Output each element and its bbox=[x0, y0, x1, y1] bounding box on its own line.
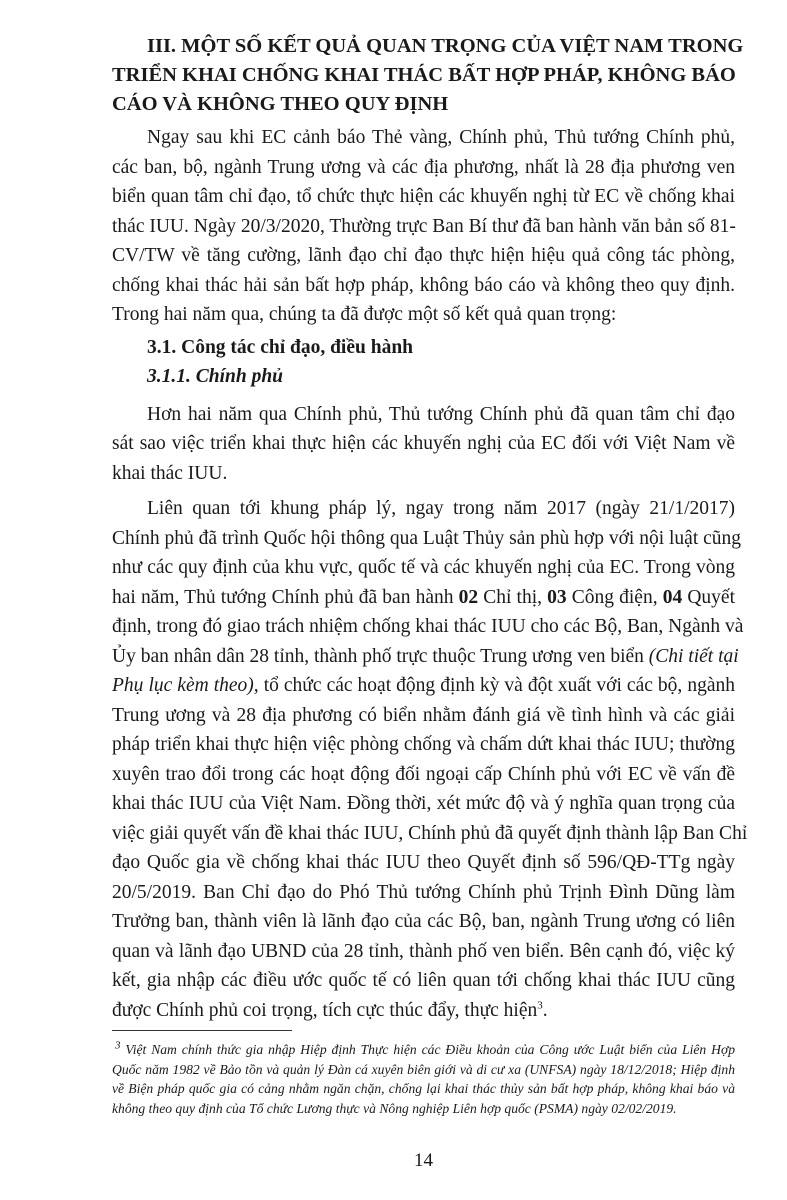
text-line bbox=[112, 61, 735, 90]
text-segment: 02 bbox=[458, 586, 479, 608]
text-line bbox=[112, 300, 735, 330]
text-segment: thác IUU. Ngày 20/3/2020, Thường trực Ban Bí thư đã ban hành văn bản số 81- bbox=[112, 215, 736, 237]
text-segment: như các quy định của khu vực, quốc tế và các khuyến nghị của EC. Trong vòng bbox=[112, 557, 735, 578]
paragraph-government bbox=[112, 400, 735, 489]
text-line bbox=[112, 671, 735, 701]
text-segment: kết, gia nhập các điều ước quốc tế có liên quan tới chống khai thác IUU cũng bbox=[112, 970, 735, 991]
text-segment: CV/TW về tăng cường, lãnh đạo chỉ đạo thực hiện hiệu quả công tác phòng, bbox=[112, 245, 735, 266]
text-line bbox=[112, 907, 735, 937]
text-line bbox=[112, 182, 735, 212]
text-segment: Công điện, bbox=[566, 586, 663, 608]
footnote-separator bbox=[112, 1030, 292, 1031]
text-segment: định, trong đó giao trách nhiệm chống khai thác IUU cho các Bộ, Ban, Ngành và bbox=[112, 616, 744, 637]
text-segment: Trong hai năm qua, chúng ta đã được một số kết quả quan trọng: bbox=[112, 304, 617, 325]
text-segment: Chỉ thị, bbox=[478, 586, 548, 608]
text-line bbox=[112, 1099, 735, 1119]
text-line bbox=[112, 848, 735, 878]
text-segment: biển quan tâm chỉ đạo, tổ chức thực hiện các khuyến nghị từ EC về chống khai bbox=[112, 186, 735, 207]
text-line bbox=[112, 789, 735, 819]
text-line bbox=[112, 996, 735, 1026]
footnote-marker: 3 bbox=[115, 1039, 121, 1052]
text-segment: TRIỂN KHAI CHỐNG KHAI THÁC BẤT HỢP PHÁP, KHÔNG BÁO bbox=[112, 64, 736, 86]
text-segment: 20/5/2019. Ban Chỉ đạo do Phó Thủ tướng Chính phủ Trịnh Đình Dũng làm bbox=[112, 881, 735, 903]
text-segment: không theo quy định của Tổ chức Lương thực và Nông nghiệp Liên hợp quốc (PSMA) ngày 02/02/2019. bbox=[112, 1100, 677, 1116]
text-segment: quan và lãnh đạo UBND của 28 tỉnh, thành phố ven biển. Bên cạnh đó, việc ký bbox=[112, 940, 735, 962]
text-line bbox=[112, 612, 744, 642]
subsection-headings bbox=[112, 333, 735, 392]
text-line bbox=[112, 123, 735, 153]
text-line bbox=[112, 400, 735, 430]
text-segment: Trưởng ban, thành viên là lãnh đạo của các Bộ, ban, ngành Trung ương có liên bbox=[112, 911, 735, 932]
text-line bbox=[112, 494, 735, 524]
text-segment: Hơn hai năm qua Chính phủ, Thủ tướng Chính phủ đã quan tâm chỉ đạo bbox=[147, 403, 735, 425]
footnote-marker: 3 bbox=[537, 999, 543, 1011]
text-line bbox=[112, 1040, 735, 1060]
text-segment: khai thác IUU. bbox=[112, 462, 228, 484]
text-segment: CÁO VÀ KHÔNG THEO QUY ĐỊNH bbox=[112, 93, 449, 115]
text-line bbox=[112, 819, 748, 849]
text-segment: III. MỘT SỐ KẾT QUẢ QUAN TRỌNG CỦA VIỆT NAM TRONG bbox=[147, 35, 744, 57]
text-segment: chống khai thác hải sản bất hợp pháp, không báo cáo và không theo quy định. bbox=[112, 274, 735, 296]
text-segment: xuyên trao đổi trong các hoạt động đối ngoại cấp Chính phủ với EC về vấn đề bbox=[112, 763, 735, 785]
text-segment: tổ chức các hoạt động định kỳ và đột xuất với các bộ, ngành bbox=[258, 675, 735, 696]
text-line bbox=[112, 271, 735, 301]
body-flow bbox=[112, 32, 748, 1025]
paragraph-intro bbox=[112, 123, 735, 330]
text-segment: (Chi tiết tại bbox=[648, 645, 739, 667]
document-page bbox=[112, 0, 748, 1200]
text-line bbox=[112, 1079, 735, 1099]
text-line bbox=[112, 524, 742, 554]
text-segment: sát sao việc triển khai thực hiện các khuyến nghị của EC đối với Việt Nam về bbox=[112, 433, 735, 454]
text-line bbox=[112, 583, 735, 613]
text-segment: 03 bbox=[547, 586, 567, 608]
text-segment: việc giải quyết vấn đề khai thác IUU, Chính phủ đã quyết định thành lập Ban Chỉ bbox=[112, 822, 748, 844]
text-line bbox=[112, 730, 735, 760]
text-line bbox=[112, 937, 735, 967]
text-segment: Quốc năm 1982 về Bảo tồn và quản lý Đàn cá xuyên biên giới và di cư xa (UNFSA) ngày 18/12/2018; Hiệp định bbox=[112, 1061, 735, 1077]
text-segment: pháp triển khai thực hiện việc phòng chống và chấm dứt khai thác IUU; thường bbox=[112, 734, 735, 755]
text-segment: Chính phủ đã trình Quốc hội thông qua Luật Thủy sản phù hợp với nội luật cũng bbox=[112, 527, 742, 549]
text-segment: về Biện pháp quốc gia có cảng nhằm ngăn chặn, chống lại khai thác thủy sản bất hợp pháp, không khai báo và bbox=[112, 1081, 735, 1097]
text-segment: khai thác IUU của Việt Nam. Đồng thời, xét mức độ và ý nghĩa quan trọng của bbox=[112, 793, 735, 814]
text-segment: hai năm, Thủ tướng Chính phủ đã ban hành bbox=[112, 586, 459, 608]
text-segment: . bbox=[542, 999, 548, 1021]
text-line bbox=[112, 32, 744, 61]
text-line bbox=[112, 90, 735, 119]
section-heading bbox=[112, 32, 744, 119]
footnote bbox=[112, 1040, 735, 1118]
text-line bbox=[112, 1060, 735, 1080]
text-line bbox=[112, 701, 735, 731]
text-segment: đạo Quốc gia về chống khai thác IUU theo Quyết định số 596/QĐ-TTg ngày bbox=[112, 852, 735, 873]
text-segment: được Chính phủ coi trọng, tích cực thúc đẩy, thực hiện bbox=[112, 999, 538, 1021]
text-segment: Phụ lục kèm theo), bbox=[112, 675, 259, 696]
text-segment: Ủy ban nhân dân 28 tỉnh, thành phố trực thuộc Trung ương ven biển bbox=[112, 645, 649, 667]
text-line bbox=[112, 966, 735, 996]
text-line bbox=[112, 642, 739, 672]
text-segment: Quyết bbox=[682, 586, 735, 608]
text-line bbox=[112, 760, 735, 790]
text-line bbox=[112, 878, 735, 908]
text-line bbox=[112, 212, 735, 242]
text-segment: các ban, bộ, ngành Trung ương và các địa phương, nhất là 28 địa phương ven bbox=[112, 156, 735, 178]
text-line bbox=[112, 153, 735, 183]
text-segment: Liên quan tới khung pháp lý, ngay trong năm 2017 (ngày 21/1/2017) bbox=[147, 498, 735, 519]
text-line bbox=[112, 553, 735, 583]
paragraph-legal-framework bbox=[112, 494, 748, 1025]
subsection-heading-3-1: 3.1. Công tác chỉ đạo, điều hành bbox=[147, 336, 414, 358]
page-number: 14 bbox=[414, 1150, 433, 1171]
text-segment: Ngay sau khi EC cảnh báo Thẻ vàng, Chính phủ, Thủ tướng Chính phủ, bbox=[147, 127, 735, 148]
subsection-heading-3-1-1: 3.1.1. Chính phủ bbox=[147, 366, 284, 387]
text-segment: Việt Nam chính thức gia nhập Hiệp định Thực hiện các Điều khoản của Công ước Luật biển của Liên Hợp bbox=[120, 1042, 735, 1057]
text-segment: Trung ương và 28 địa phương có biển nhằm đánh giá về tình hình và các giải bbox=[112, 704, 735, 726]
text-line bbox=[112, 241, 735, 271]
text-line bbox=[112, 429, 735, 459]
text-segment: 04 bbox=[662, 586, 683, 608]
text-line bbox=[112, 459, 735, 489]
